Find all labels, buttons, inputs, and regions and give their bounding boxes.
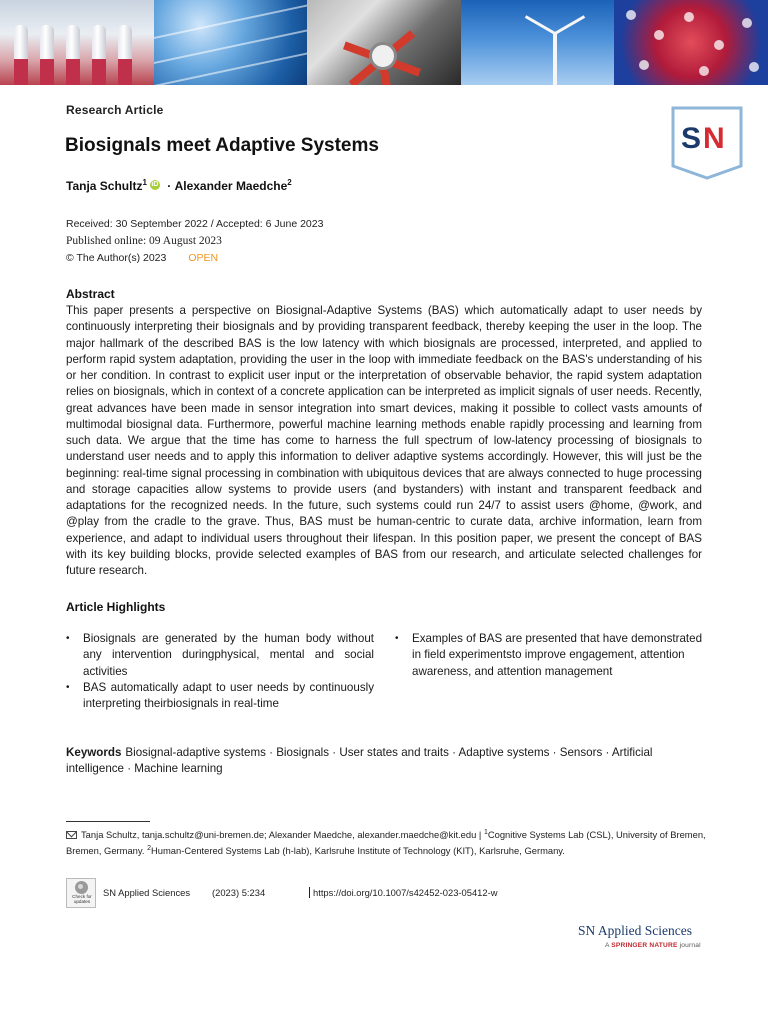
- copyright-text: © The Author(s) 2023: [66, 252, 167, 264]
- svg-text:N: N: [703, 122, 725, 155]
- correspondence-footnote: [66, 826, 709, 857]
- highlight-text: BAS automatically adapt to user needs by continuously interpreting theirbiosignals in real-time: [83, 680, 374, 711]
- highlights-left-column: [66, 631, 374, 712]
- received-accepted-date: Received: 30 September 2022 / Accepted: 6 June 2023: [66, 218, 324, 230]
- citation-volume: (2023) 5:234: [212, 887, 266, 898]
- footnote-divider: [66, 821, 150, 822]
- affiliation-marker: 1: [142, 178, 147, 187]
- banner-image-molecules: [614, 0, 768, 85]
- published-date: Published online: 09 August 2023: [66, 235, 222, 247]
- banner-image-test-tubes: [0, 0, 154, 85]
- envelope-icon: [66, 831, 77, 839]
- banner-image-wind-turbine: [461, 0, 615, 85]
- doi-link[interactable]: https://doi.org/10.1007/s42452-023-05412-w: [313, 887, 498, 898]
- highlight-item: [66, 680, 374, 713]
- affiliation-marker: 2: [147, 844, 152, 852]
- bullet-icon: •: [66, 681, 70, 693]
- orcid-icon[interactable]: iD: [151, 181, 159, 188]
- publisher-brand: SPRINGER NATURE: [611, 942, 678, 949]
- author-separator: ·: [163, 179, 175, 193]
- publisher-prefix: A: [605, 942, 612, 949]
- check-for-updates-button[interactable]: [66, 878, 96, 908]
- banner-image-water: [154, 0, 308, 85]
- check-updates-label: Check for updates: [72, 894, 92, 904]
- highlights-right-column: [395, 631, 703, 680]
- header-banner: [0, 0, 768, 85]
- highlights-heading: Article Highlights: [66, 600, 166, 614]
- open-access-badge: OPEN: [188, 252, 219, 264]
- sn-journal-logo: [671, 106, 743, 180]
- publisher-suffix: journal: [677, 942, 701, 949]
- highlight-text: Examples of BAS are presented that have demonstrated in field experimentsto improve engagement, attention awareness, and attention management: [412, 632, 703, 678]
- banner-image-engine: [307, 0, 461, 85]
- keywords-label: Keywords: [66, 746, 122, 759]
- author-name[interactable]: Alexander Maedche: [174, 179, 288, 193]
- keywords: [66, 745, 702, 778]
- bullet-icon: •: [395, 633, 399, 644]
- bullet-icon: •: [66, 633, 70, 644]
- publication-dates: [66, 216, 323, 267]
- highlight-item: [395, 631, 703, 680]
- footer-publisher-line: [605, 942, 701, 949]
- abstract-heading: Abstract: [66, 287, 115, 301]
- copyright-line: [66, 250, 323, 267]
- author-list: [66, 179, 292, 193]
- article-type-label: Research Article: [66, 103, 164, 117]
- affiliation-1: Cognitive Systems Lab (CSL), University of Bremen, Bremen, Germany.: [66, 829, 709, 856]
- affiliation-2: Human-Centered Systems Lab (h-lab), Karlsruhe Institute of Technology (KIT), Karlsruhe, Germany.: [151, 844, 565, 856]
- abstract-text: This paper presents a perspective on Biosignal-Adaptive Systems (BAS) which automatically adapt to user needs by continuously interpreting their biosignals and by providing transparent feedback, thereby keeping the user in the loop. The major hallmark of the described BAS is the low latency with which biosignals are processed, interpreted, and applied to perform rapid system adaptation, providing the user in the loop with immediate feedback on the BAS's understanding of his or her condition. In contrast to explicit user input or the interpretation of observable behavior, the rapid system adaptation relies on biosignals, which in context of a concrete application can be interpreted as implicit signals of user needs. Recently, great advances have been made in sensor integration into smart devices, making it possible to collect vasts amounts of multimodal biosignal data. Furthermore, powerful machine learning methods enable rapidly processing and learning from such data. We argue that the time has come to harness the full spectrum of low-latency processing of biosignals to understand user needs and to apply this information to deliver adaptive systems accordingly. However, this will just be the beginning: real-time signal processing in combination with ubiquitous devices that are always connected to huge processing and storage capacities allow systems to provide users (and bystanders) with instant and transparent feedback and adaptations for the recognized needs. In the future, such systems could run 24/7 to assist users @home, @work, and @play from the cradle to the grave. Thus, BAS must be human-centric to curate data, archive information, learn from experience, and adapt to individual users throughout their lifespan. In this position paper, we present the concept of BAS with its key building blocks, provide selected examples of BAS from our research, and articulate selected challenges for future research.: [66, 304, 702, 577]
- affiliation-marker: 2: [287, 178, 292, 187]
- footer-journal-name: SN Applied Sciences: [578, 923, 692, 938]
- author-name[interactable]: Tanja Schultz: [66, 179, 143, 193]
- check-updates-icon: [75, 881, 88, 894]
- citation-journal: SN Applied Sciences: [103, 887, 191, 898]
- highlight-text: Biosignals are generated by the human body without any intervention duringphysical, mental and social activities: [83, 632, 374, 678]
- correspondence-emails[interactable]: Tanja Schultz, tanja.schultz@uni-bremen.de; Alexander Maedche, alexander.maedche@kit.edu |: [81, 829, 484, 841]
- keywords-text: Biosignal-adaptive systems · Biosignals · User states and traits · Adaptive systems · Sensors · Artificial intelligence · Machine learning: [66, 746, 653, 776]
- svg-text:S: S: [681, 122, 702, 155]
- article-title: Biosignals meet Adaptive Systems: [65, 135, 379, 156]
- citation-doi: [309, 887, 498, 898]
- highlight-item: [66, 631, 374, 680]
- divider: [309, 887, 310, 898]
- affiliation-marker: 1: [483, 829, 488, 836]
